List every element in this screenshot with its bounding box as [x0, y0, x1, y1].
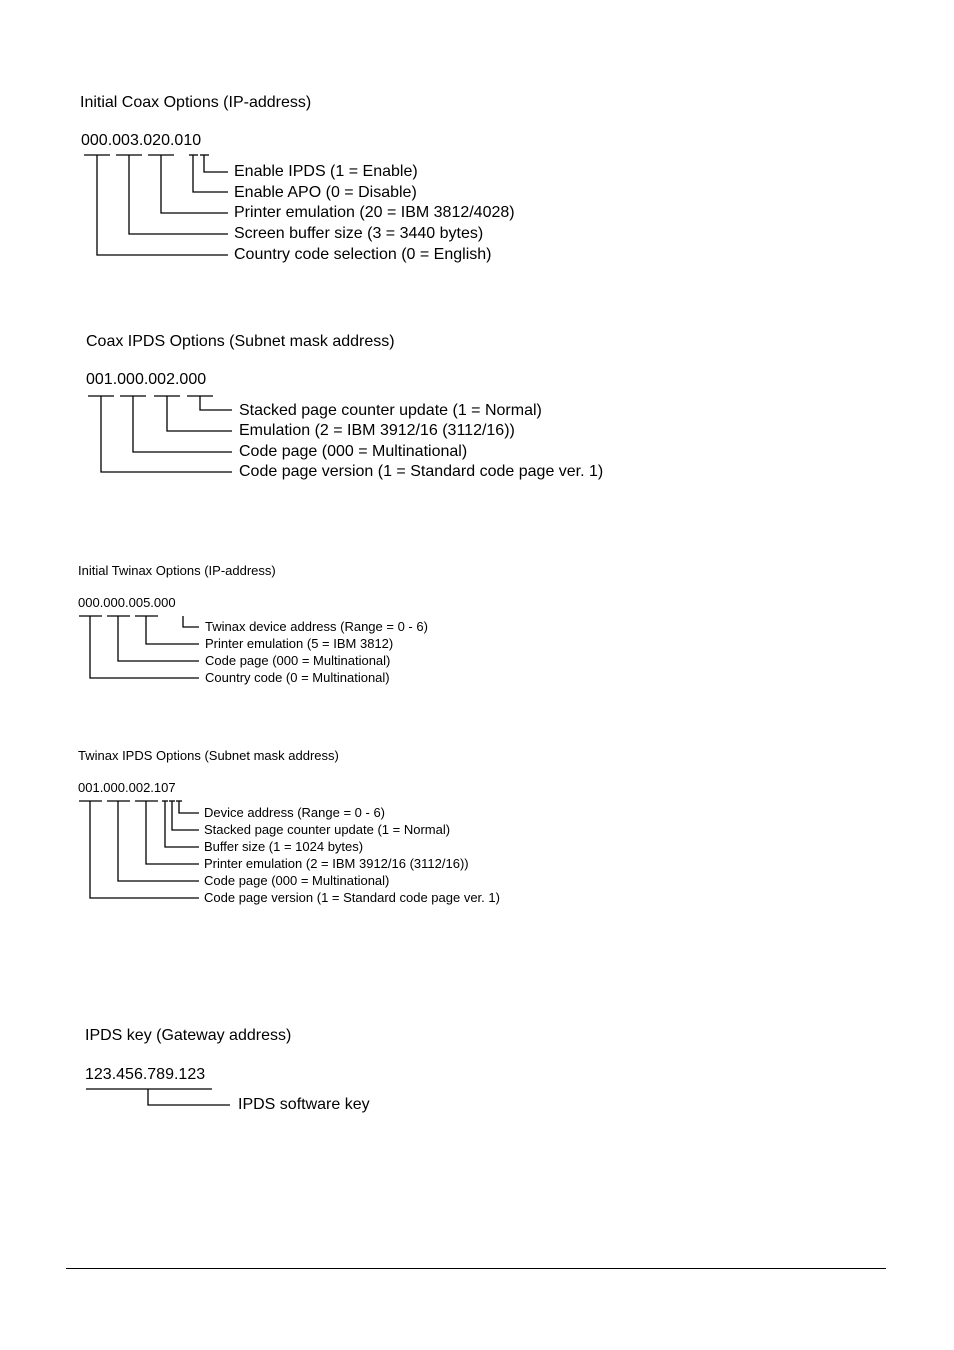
- twinax-initial-address: 000.000.005.000: [78, 595, 176, 610]
- leader-code-page: [118, 616, 199, 661]
- twinax-ipds-item: Code page version (1 = Standard code page ver. 1): [204, 890, 500, 905]
- ipds-key-item: IPDS software key: [238, 1096, 370, 1113]
- twinax-initial-connectors: [79, 616, 199, 678]
- leader-stacked-page: [172, 801, 199, 830]
- twinax-initial-item: Code page (000 = Multinational): [205, 653, 391, 668]
- leader-device-address: [179, 801, 199, 813]
- coax-initial-address: 000.003.020.010: [81, 132, 202, 149]
- coax-initial-title: Initial Coax Options (IP-address): [80, 94, 312, 111]
- twinax-ipds-item: Stacked page counter update (1 = Normal): [204, 822, 451, 837]
- leader-software-key: [148, 1089, 230, 1105]
- coax-initial-item: Enable IPDS (1 = Enable): [234, 163, 418, 180]
- leader-buffer-size: [165, 801, 199, 847]
- leader-country-code: [97, 155, 228, 255]
- twinax-ipds-item: Printer emulation (2 = IBM 3912/16 (3112/16)): [204, 856, 469, 871]
- twinax-initial-item: Country code (0 = Multinational): [205, 670, 390, 685]
- coax-ipds-item: Emulation (2 = IBM 3912/16 (3112/16)): [239, 422, 515, 439]
- coax-initial-item: Printer emulation (20 = IBM 3812/4028): [234, 204, 515, 221]
- twinax-initial-title: Initial Twinax Options (IP-address): [78, 563, 276, 578]
- leader-printer-emulation: [161, 155, 228, 213]
- coax-initial-item: Screen buffer size (3 = 3440 bytes): [234, 225, 484, 242]
- coax-ipds-title: Coax IPDS Options (Subnet mask address): [86, 333, 395, 350]
- coax-ipds-address: 001.000.002.000: [86, 371, 207, 388]
- leader-stacked-page: [200, 396, 232, 410]
- twinax-initial-item: Twinax device address (Range = 0 - 6): [205, 619, 428, 634]
- footer-divider: [66, 1268, 886, 1269]
- leader-code-page-version: [90, 801, 199, 898]
- twinax-ipds-connectors: [79, 801, 199, 898]
- coax-initial-item: Country code selection (0 = English): [234, 246, 492, 263]
- coax-initial-connectors: [84, 155, 228, 255]
- ipds-key-address: 123.456.789.123: [85, 1066, 206, 1083]
- twinax-initial-item: Printer emulation (5 = IBM 3812): [205, 636, 394, 651]
- twinax-ipds-item: Device address (Range = 0 - 6): [204, 805, 386, 820]
- leader-enable-ipds: [204, 155, 228, 172]
- leader-device-address: [183, 616, 199, 627]
- twinax-ipds-item: Code page (000 = Multinational): [204, 873, 390, 888]
- leader-enable-apo: [193, 155, 228, 192]
- coax-ipds-item: Code page (000 = Multinational): [239, 443, 468, 460]
- leader-code-page: [133, 396, 232, 452]
- twinax-ipds-title: Twinax IPDS Options (Subnet mask address): [78, 748, 339, 763]
- leader-printer-emulation: [146, 616, 199, 644]
- leader-screen-buffer: [129, 155, 228, 234]
- coax-initial-item: Enable APO (0 = Disable): [234, 184, 417, 201]
- coax-ipds-item: Code page version (1 = Standard code page ver. 1): [239, 463, 604, 480]
- ipds-key-title: IPDS key (Gateway address): [85, 1027, 292, 1044]
- twinax-ipds-item: Buffer size (1 = 1024 bytes): [204, 839, 364, 854]
- coax-ipds-item: Stacked page counter update (1 = Normal): [239, 402, 542, 419]
- coax-ipds-connectors: [88, 396, 232, 472]
- ipds-key-connectors: [86, 1089, 230, 1105]
- twinax-ipds-address: 001.000.002.107: [78, 780, 176, 795]
